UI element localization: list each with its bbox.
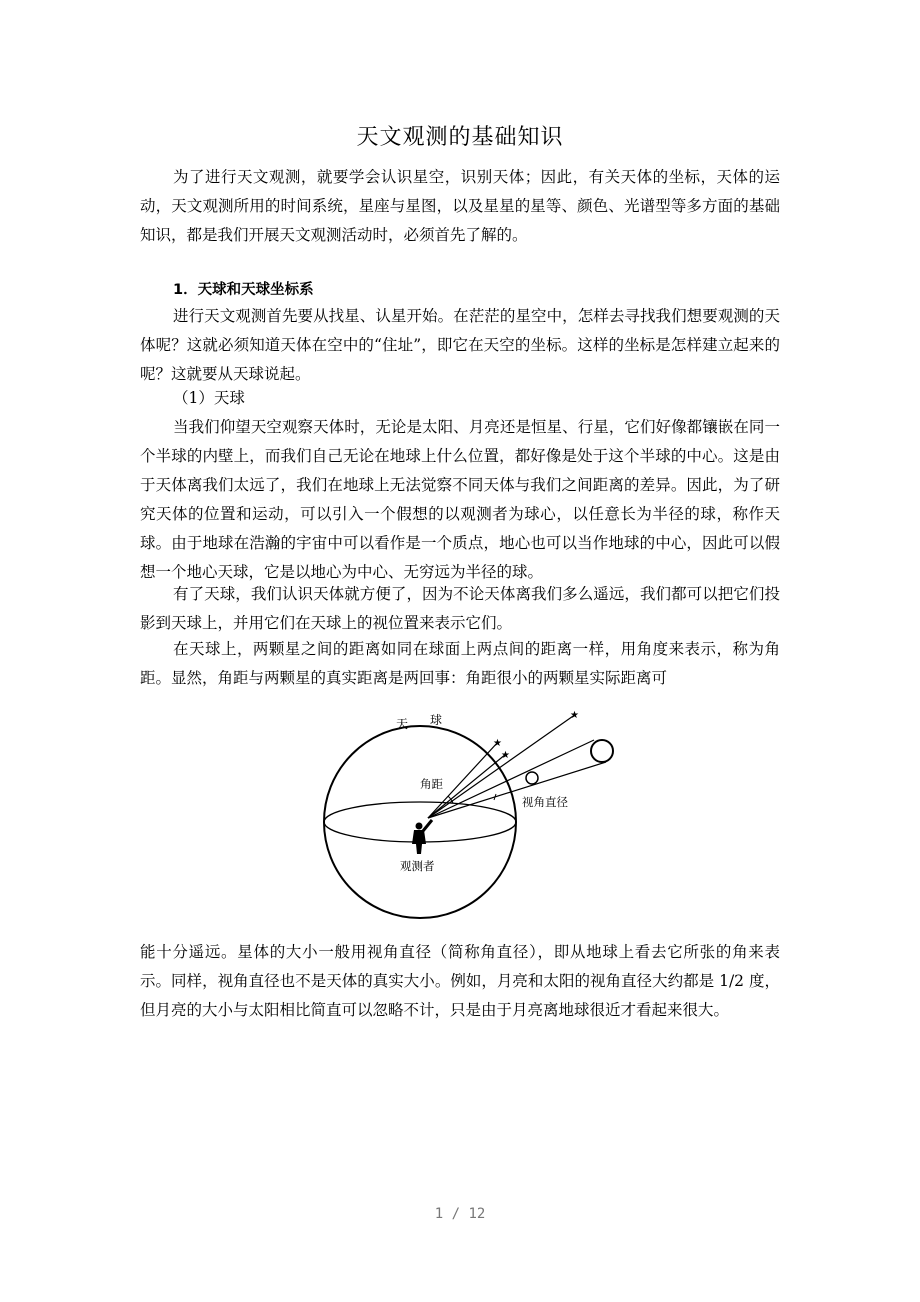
current-page-number: 1 [434,1206,444,1222]
section-paragraph-3: 有了天球，我们认识天体就方便了，因为不论天体离我们多么遥远，我们都可以把它们投影到天球上，并用它们在天球上的视位置来表示它们。 [140,585,780,632]
observer-figure [412,820,432,854]
celestial-sphere-figure [310,704,640,922]
page-separator: / [443,1206,469,1222]
sphere-label-left: 天 [396,717,409,731]
sphere-outline [324,726,516,918]
section-paragraph-1: 进行天文观测首先要从找星、认星开始。在茫茫的星空中，怎样去寻找我们想要观测的天体呢？这就必须知道天体在空中的“住址”，即它在天空的坐标。这样的坐标是怎样建立起来的呢？这就要从天球说起。 [140,307,780,383]
page-footer [0,1206,920,1222]
star-icon: ★ [570,710,579,721]
section-paragraph-2: 当我们仰望天空观察天体时，无论是太阳、月亮还是恒星、行星，它们好像都镶嵌在同一个半球的内壁上，而我们自己无论在地球上什么位置，都好像是处于这个半球的中心。这是由于天体离我们太远了，我们在地球上无法觉察不同天体与我们之间距离的差异。因此，为了研究天体的位置和运动，可以引入一个假想的以观测者为球心，以任意长为半径的球，称作天球。由于地球在浩瀚的宇宙中可以看作是一个质点，地心也可以当作地球的中心，因此可以假想一个地心天球，它是以地心为中心、无穷远为半径的球。 [140,418,780,581]
celestial-sphere-diagram [310,704,640,922]
sphere-label-right: 球 [430,713,443,727]
sun-shape [591,740,613,762]
section-paragraph-5: 能十分遥远。星体的大小一般用视角直径（简称角直径），即从地球上看去它所张的角来表示。同样，视角直径也不是天体的真实大小。例如，月亮和太阳的视角直径大约都是 1/2 度，但月亮的大小与太阳相比简直可以忽略不计，只是由于月亮离地球很近才看起来很大。 [140,943,780,1019]
section-paragraph-4: 在天球上，两颗星之间的距离如同在球面上两点间的距离一样，用角度来表示，称为角距。显然，角距与两颗星的真实距离是两回事：角距很小的两颗星实际距离可 [140,640,780,687]
moon-shape [526,772,538,784]
total-page-number: 12 [468,1206,486,1222]
star-icon: ★ [493,738,502,749]
section-heading: 1．天球和天球坐标系 [173,282,314,298]
subsection-heading: （1）天球 [173,389,245,407]
angular-diameter-label: 视角直径 [522,795,568,809]
cone-lower-line [428,762,606,818]
page-title: 天文观测的基础知识 [356,125,564,150]
observer-label: 观测者 [400,859,435,873]
intro-paragraph: 为了进行天文观测，就要学会认识星空，识别天体；因此，有关天体的坐标，天体的运动，天文观测所用的时间系统，星座与星图，以及星星的星等、颜色、光谱型等多方面的基础知识，都是我们开展天文观测活动时，必须首先了解的。 [140,168,780,244]
angular-distance-label: 角距 [420,777,443,791]
star-icon: ★ [501,750,510,761]
cone-upper-line [428,740,594,818]
